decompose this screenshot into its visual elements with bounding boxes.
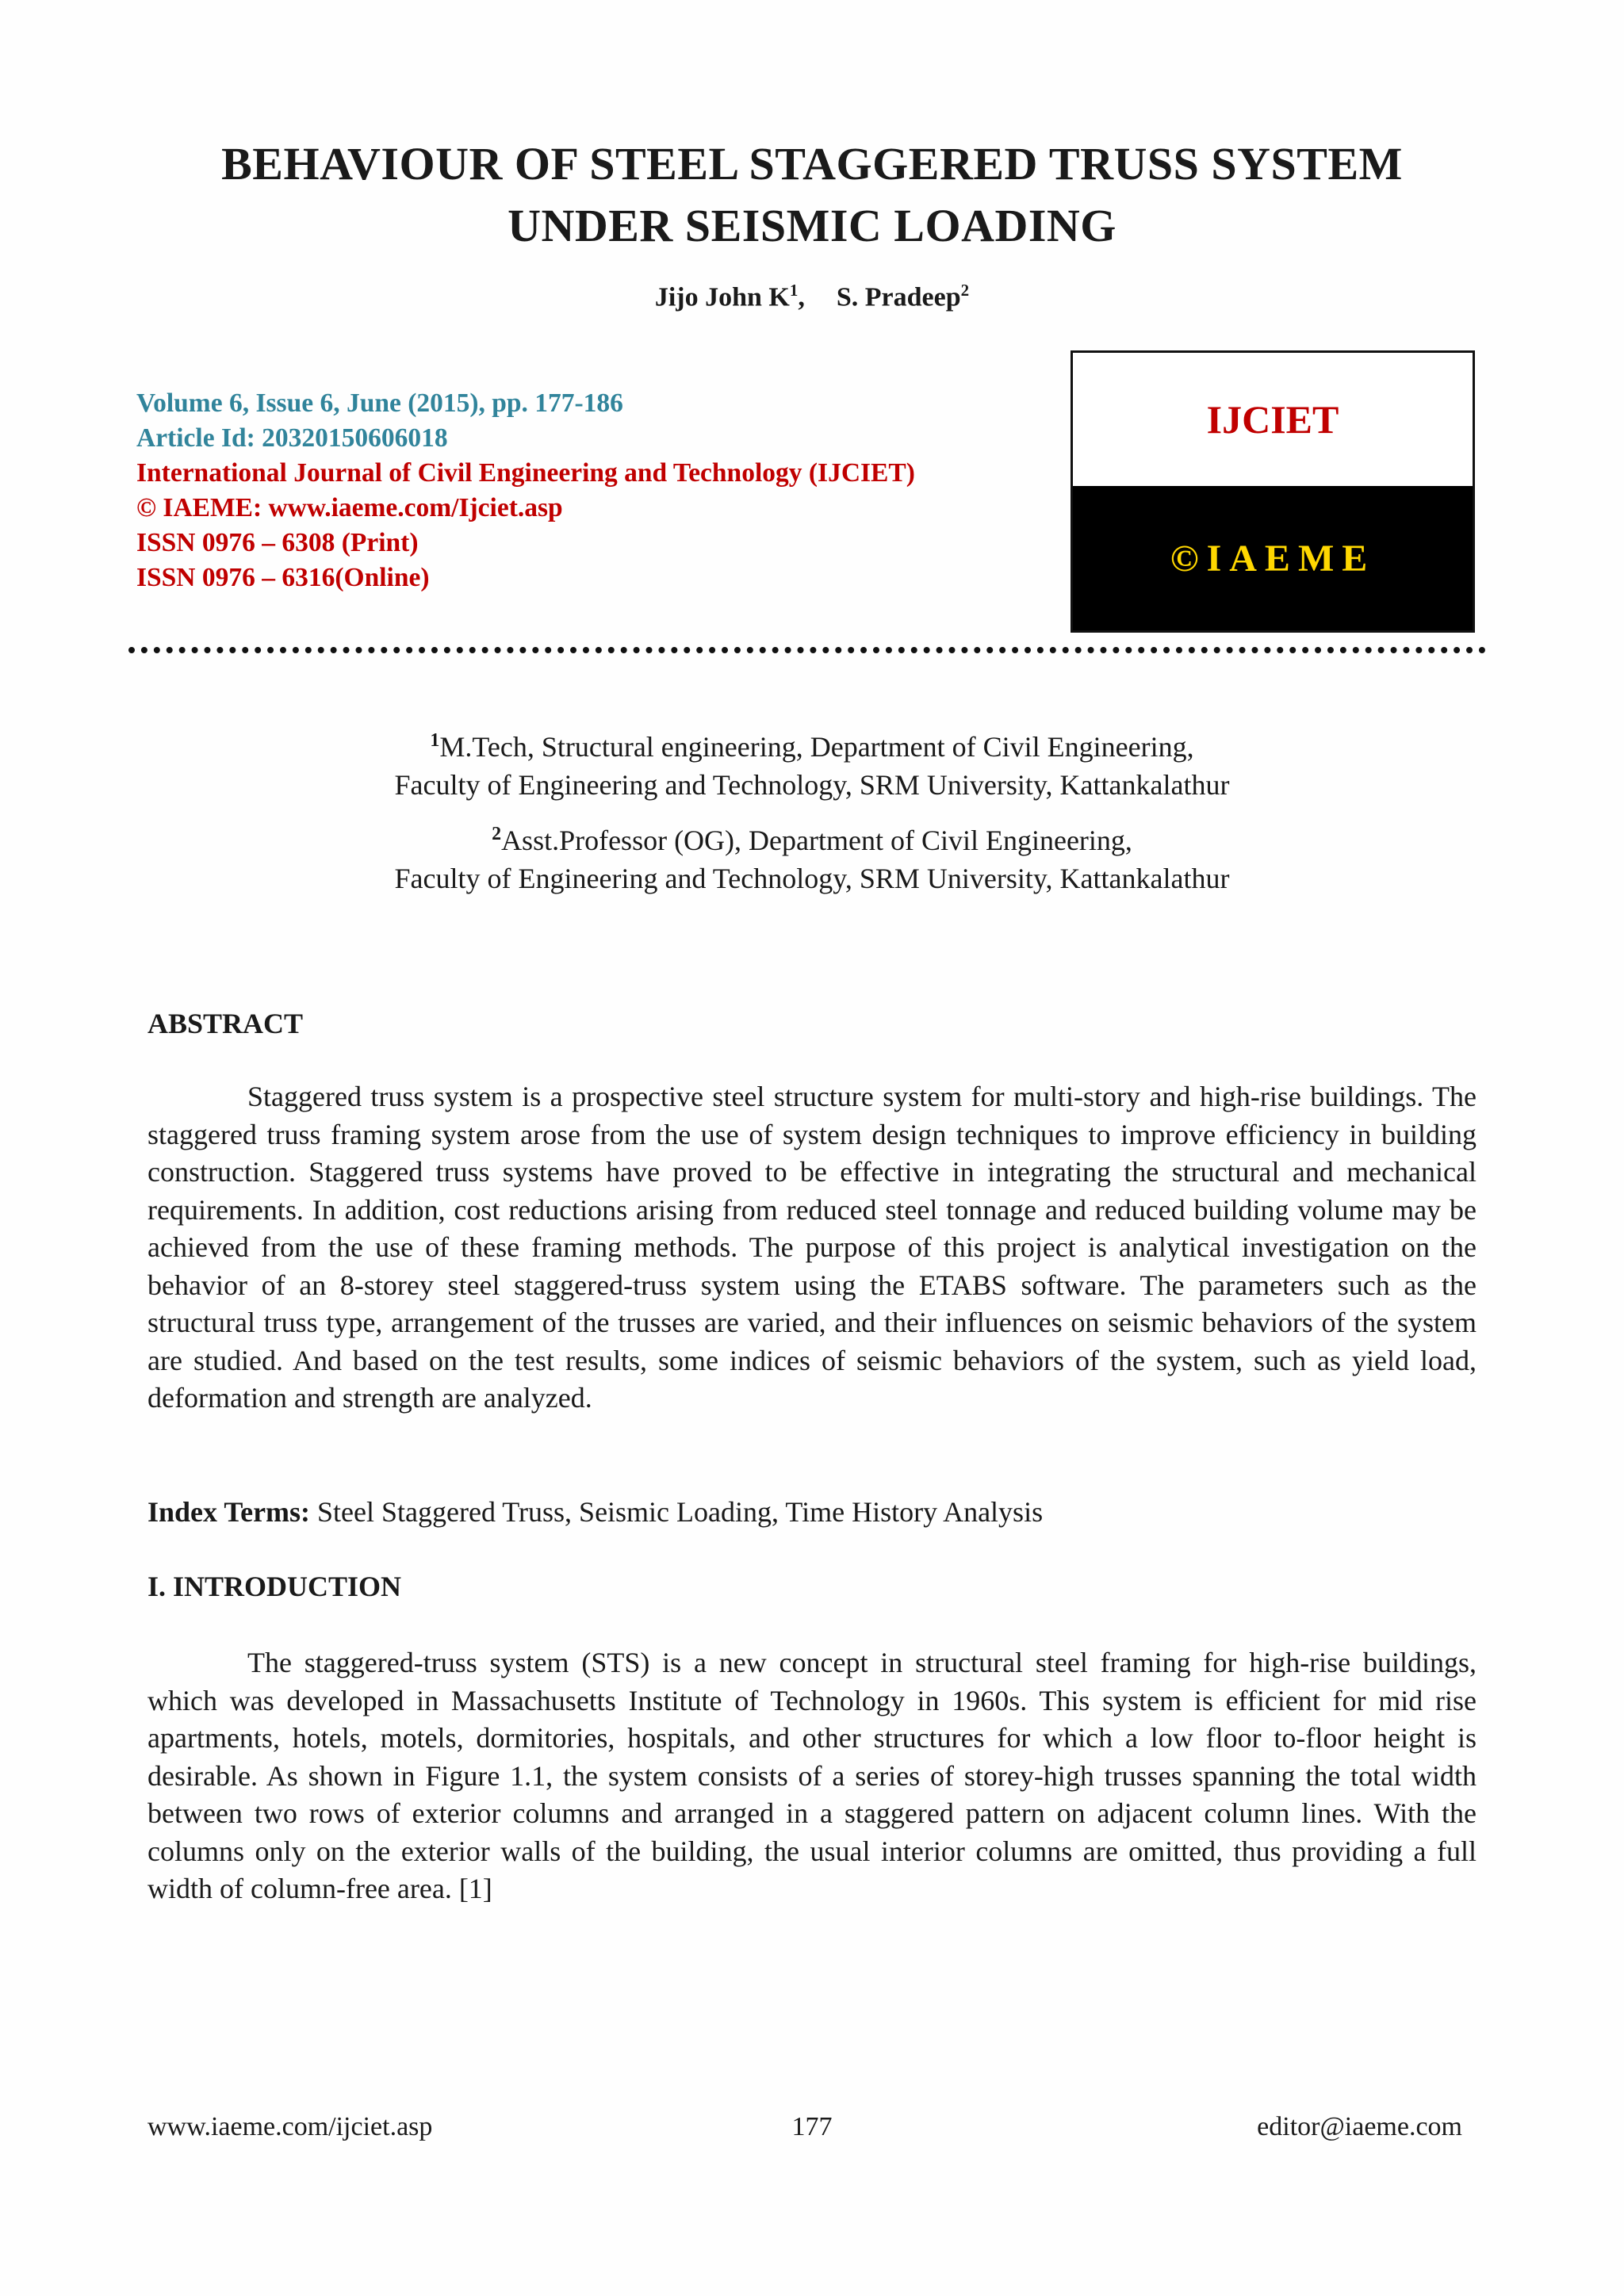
title-line-2: UNDER SEISMIC LOADING: [508, 200, 1116, 251]
paper-title: [95, 133, 1529, 257]
issn-online: ISSN 0976 – 6316(Online): [136, 563, 430, 592]
abstract-heading: ABSTRACT: [147, 1008, 304, 1039]
index-terms-label: Index Terms:: [147, 1496, 311, 1528]
affiliation-1-sup: 1: [430, 730, 440, 751]
affiliation-1-line-2: Faculty of Engineering and Technology, SRM University, Kattankalathur: [394, 769, 1230, 801]
author-2: [837, 281, 969, 312]
copyright-line: © IAEME: www.iaeme.com/Ijciet.asp: [136, 493, 563, 522]
affiliation-1-line-1: M.Tech, Structural engineering, Department of Civil Engineering,: [439, 731, 1194, 763]
journal-info: [136, 386, 1040, 595]
issn-print: ISSN 0976 – 6308 (Print): [136, 528, 419, 557]
footer-page-number: 177: [791, 2112, 833, 2141]
index-terms-text: Steel Staggered Truss, Seismic Loading, Time History Analysis: [317, 1496, 1044, 1528]
article-id: Article Id: 20320150606018: [136, 423, 448, 453]
volume-info: Volume 6, Issue 6, June (2015), pp. 177-186: [136, 388, 623, 418]
abstract-text: Staggered truss system is a prospective steel structure system for multi-story and high-rise buildings. The staggered truss framing system arose from the use of system design techniques to improve efficiency in building construction. Staggered truss systems have proved to be effective in integrating the structural and mechanical requirements. In addition, cost reductions arising from reduced steel tonnage and reduced building volume may be achieved from the use of these framing methods. The purpose of this project is analytical investigation on the behavior of an 8-storey steel staggered-truss system using the ETABS software. The parameters such as the structural truss type, arrangement of the trusses are varied, and their influences on seismic behaviors of the system are studied. And based on the test results, some indices of seismic behaviors of the system, such as yield load, deformation and strength are analyzed.: [147, 1081, 1477, 1414]
affiliation-2-line-2: Faculty of Engineering and Technology, SRM University, Kattankalathur: [394, 863, 1230, 894]
footer-email: editor@iaeme.com: [1257, 2112, 1462, 2141]
author-1-name: Jijo John K: [654, 282, 790, 312]
affiliation-2-line-1: Asst.Professor (OG), Department of Civil Engineering,: [501, 825, 1132, 856]
author-separator: ,: [798, 282, 805, 312]
title-line-1: BEHAVIOUR OF STEEL STAGGERED TRUSS SYSTEM: [221, 138, 1403, 189]
affiliation-1: [0, 721, 1624, 804]
author-list: [0, 281, 1624, 312]
author-2-name: S. Pradeep: [836, 282, 961, 312]
header-divider: [128, 647, 1486, 653]
badge-publisher: ©IAEME: [1073, 486, 1473, 630]
affiliation-2-sup: 2: [492, 824, 502, 844]
journal-name: International Journal of Civil Engineering and Technology (IJCIET): [136, 458, 915, 488]
author-1-sup: 1: [789, 281, 799, 300]
author-2-sup: 2: [960, 281, 970, 300]
journal-badge: [1071, 350, 1475, 633]
footer-website: www.iaeme.com/ijciet.asp: [147, 2112, 433, 2141]
author-1: [655, 281, 805, 312]
index-terms: [147, 1494, 1477, 1531]
affiliation-2: [0, 815, 1624, 897]
introduction-heading: I. INTRODUCTION: [147, 1571, 402, 1602]
badge-title: IJCIET: [1206, 397, 1339, 442]
introduction-text: The staggered-truss system (STS) is a new concept in structural steel framing for high-rise buildings, which was developed in Massachusetts Institute of Technology in 1960s. This system is efficient for mid rise apartments, hotels, motels, dormitories, hospitals, and other structures for which a low floor to-floor height is desirable. As shown in Figure 1.1, the system consists of a series of storey-high trusses spanning the total width between two rows of exterior columns and arranged in a staggered pattern on adjacent column lines. With the columns only on the exterior walls of the building, the usual interior columns are omitted, thus providing a full width of column-free area. [1]: [147, 1647, 1477, 1904]
